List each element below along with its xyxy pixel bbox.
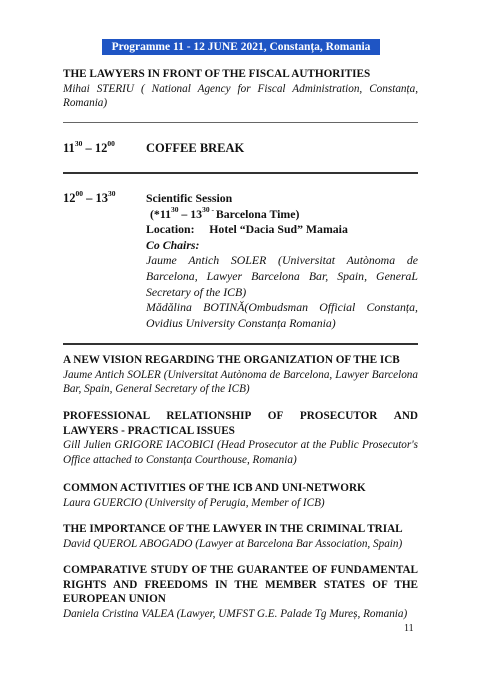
session-barcelona-time: ($*11^{30} - 13^{30}$ - Barcelona Time) [150, 204, 300, 221]
talk-speaker: Daniela Cristina VALEA (Lawyer, UMFST G.E. Palade Tg Mureș, Romania) [63, 607, 408, 620]
session-chair-botina: Mădălina BOTINĂ(Ombudsman Official Constanța, Ovidius University Constanța Romania) [146, 300, 418, 330]
divider-line [63, 122, 418, 123]
lecture-fiscal-authorities [63, 67, 418, 111]
scientific-session-block [146, 191, 418, 331]
session-title: Scientific Session [146, 191, 233, 205]
lecture-speaker: Mihai STERIU ( National Agency for Fiscal Administration, Constanța, Romania) [63, 82, 418, 109]
programme-banner: Programme 11 - 12 JUNE 2021, Constanța, Romania [102, 39, 380, 55]
section-divider [63, 172, 418, 174]
lecture-title: THE LAWYERS IN FRONT OF THE FISCAL AUTHORITIES [63, 68, 371, 80]
talk-item [63, 522, 418, 551]
session-location: Location: Hotel “Dacia Sud” Mamaia [146, 222, 348, 237]
talk-speaker: Jaume Antich SOLER (Universitat Autònoma de Barcelona, Lawyer Barcelona Bar, Spain, General Secretary of the ICB) [63, 368, 418, 395]
talk-title: A NEW VISION REGARDING THE ORGANIZATION OF THE ICB [63, 354, 400, 366]
section-divider [63, 343, 418, 345]
talk-speaker: Gill Julien GRIGORE IACOBICI (Head Prosecutor at the Public Prosecutor's Office attached to Constanța Courthouse, Romania) [63, 439, 418, 466]
session-chair-soler: Jaume Antich SOLER (Universitat Autònoma de Barcelona, Lawyer Barcelona Bar, Spain, GeneraL Secretary of the ICB) [146, 253, 418, 299]
talk-title: THE IMPORTANCE OF THE LAWYER IN THE CRIMINAL TRIAL [63, 523, 403, 535]
talk-speaker: Laura GUERCIO (University of Perugia, Member of ICB) [63, 496, 325, 509]
session-time: $12^{00} - 13^{30}$ [63, 189, 116, 205]
talk-title: COMPARATIVE STUDY OF THE GUARANTEE OF FUNDAMENTAL RIGHTS AND FREEDOMS IN THE MEMBER STATES OF THE EUROPEAN UNION [63, 564, 418, 605]
page-number: 11 [404, 623, 414, 634]
session-cochairs-label: Co Chairs: [146, 237, 200, 252]
talk-title: PROFESSIONAL RELATIONSHIP OF PROSECUTOR AND LAWYERS - PRACTICAL ISSUES [63, 410, 418, 437]
talk-item [63, 481, 418, 510]
talk-item [63, 563, 418, 621]
coffee-break-time: $11^{30} - 12^{00}$ [63, 139, 115, 155]
talk-title: COMMON ACTIVITIES OF THE ICB AND UNI-NETWORK [63, 482, 366, 494]
talk-item [63, 409, 418, 467]
talk-item [63, 353, 418, 397]
talk-speaker: David QUEROL ABOGADO (Lawyer at Barcelona Bar Association, Spain) [63, 537, 403, 550]
coffee-break-label: COFFEE BREAK [146, 141, 245, 155]
